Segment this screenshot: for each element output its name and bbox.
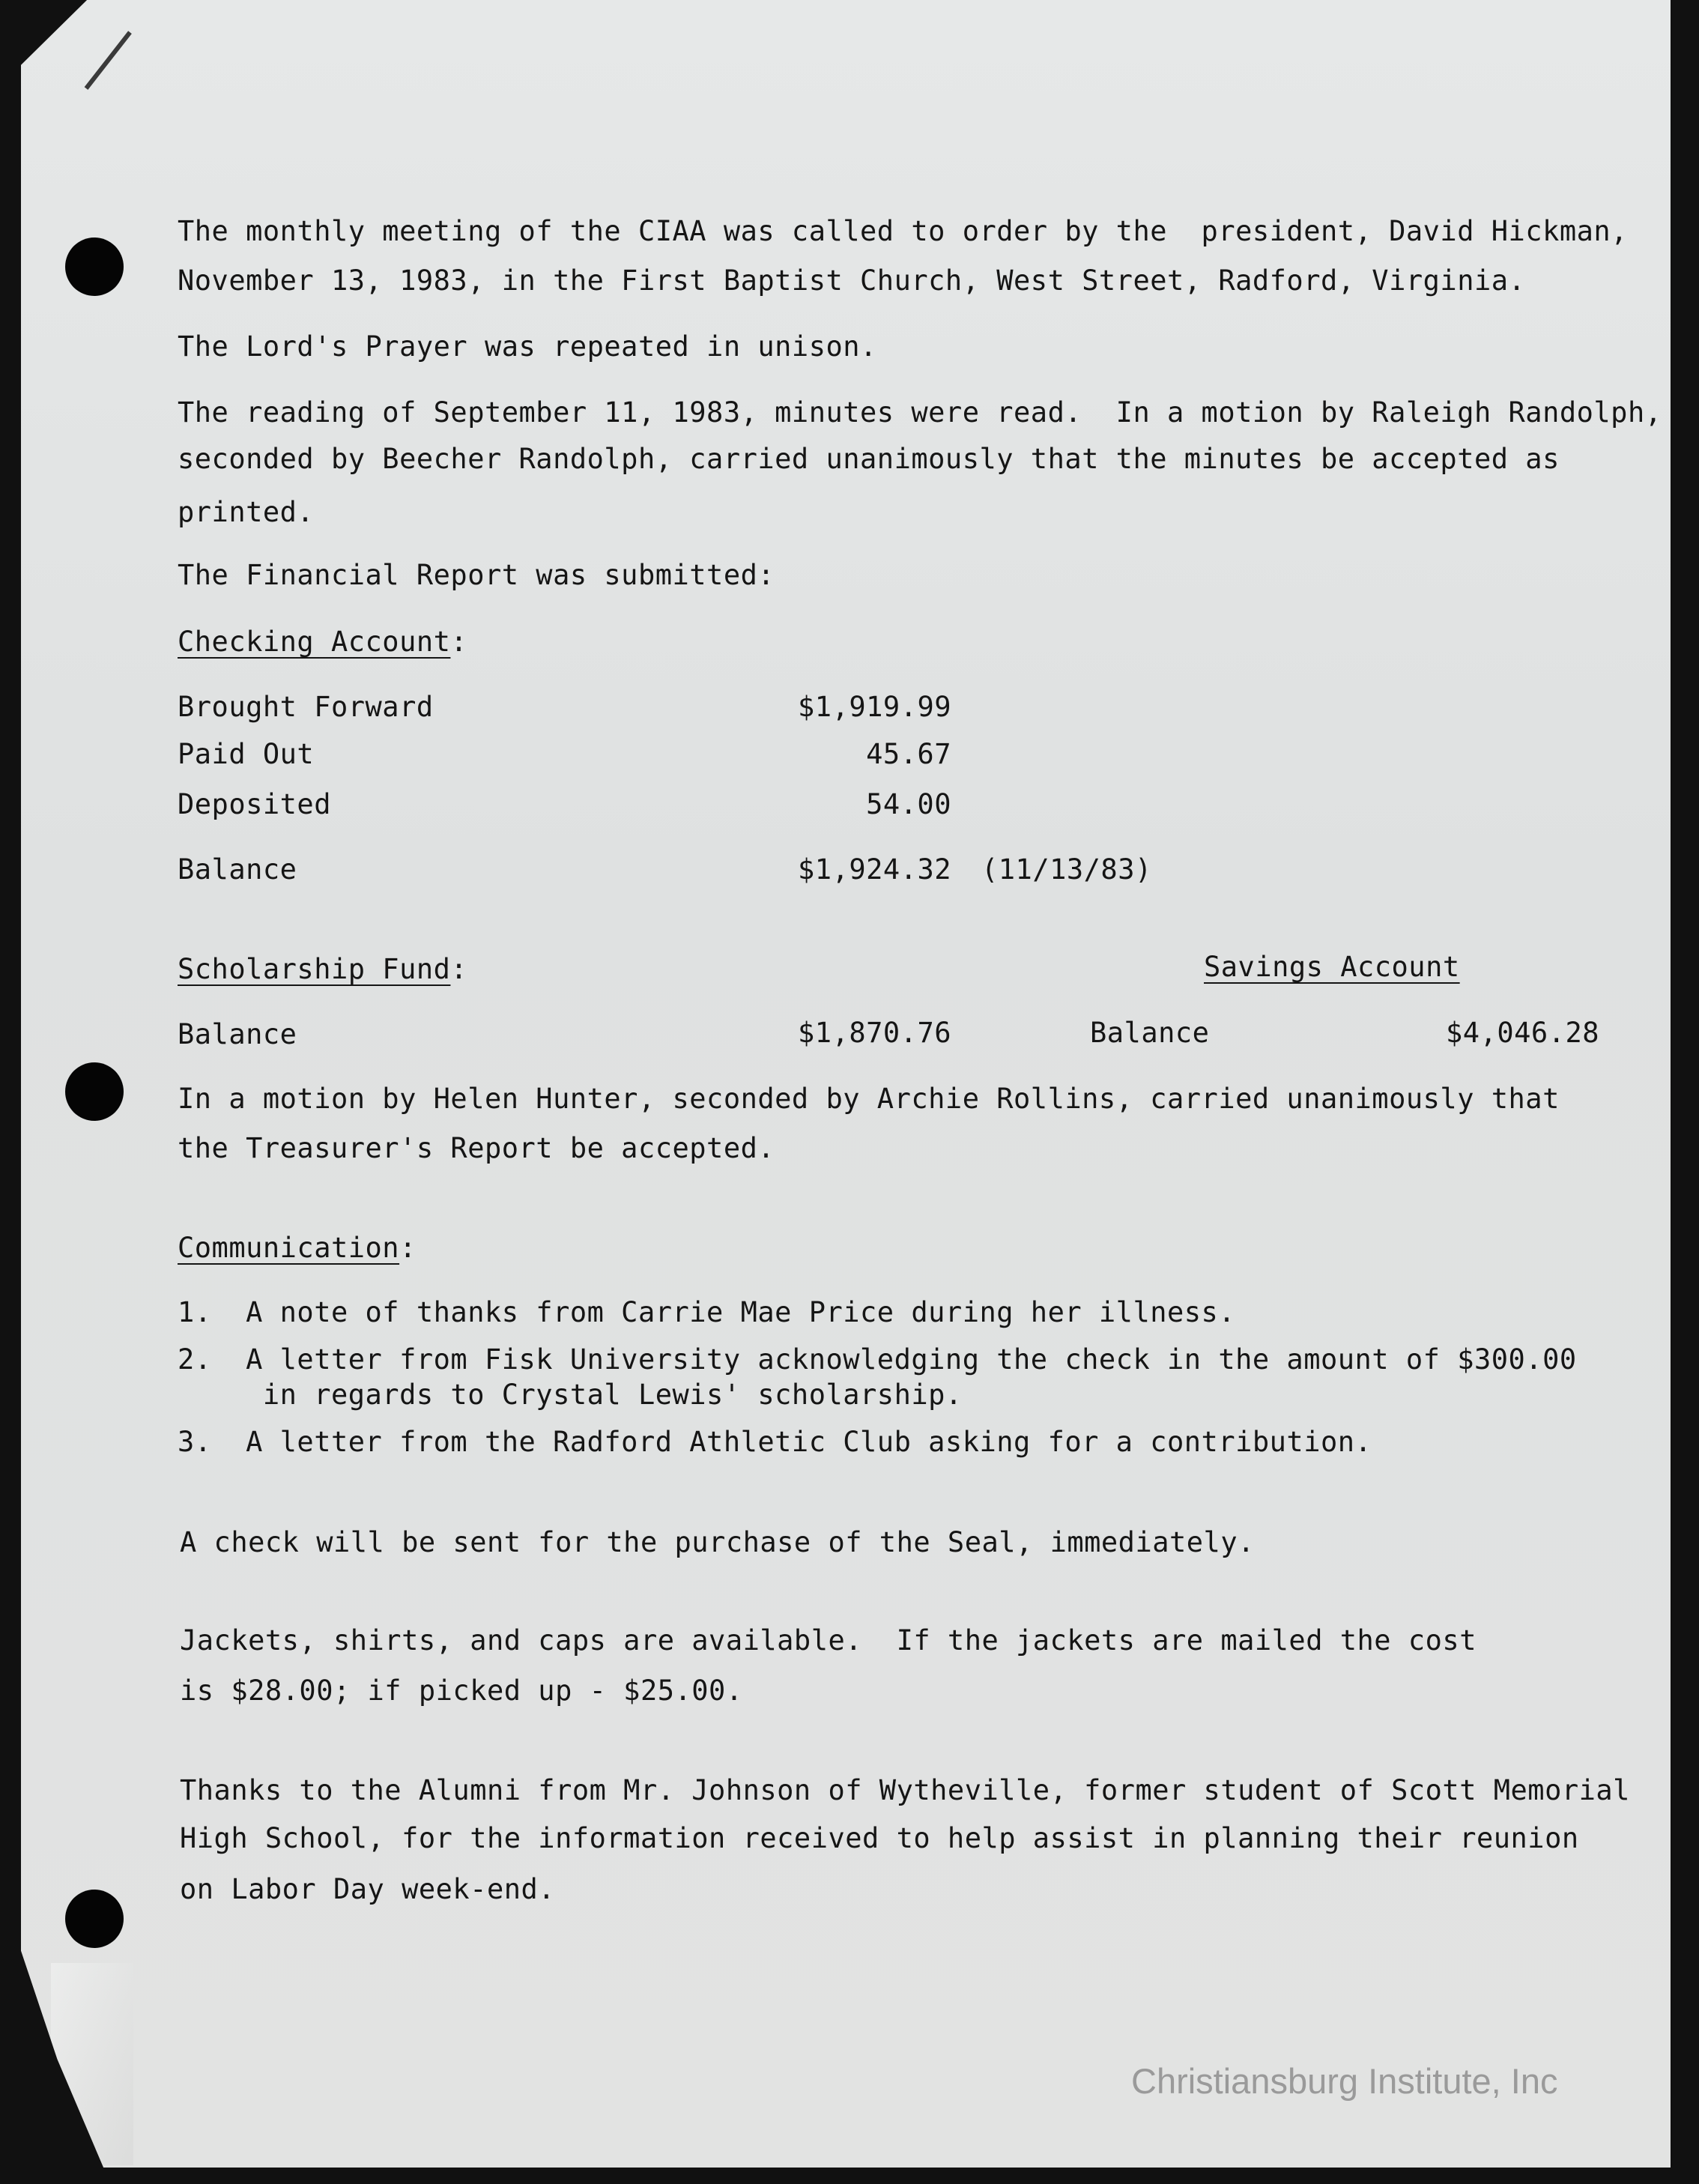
opening-line-1: The monthly meeting of the CIAA was called to order by the president, David Hickman, — [178, 215, 1628, 247]
thanks-line-2: High School, for the information received to help assist in planning their reunion — [180, 1822, 1579, 1854]
checking-label-balance: Balance — [178, 853, 297, 886]
checking-amount-brought-forward: $1,919.99 — [798, 691, 951, 723]
checking-balance-date: (11/13/83) — [981, 853, 1152, 886]
treasurer-motion-line-2: the Treasurer's Report be accepted. — [178, 1132, 775, 1164]
communication-item-2-line-1: 2. A letter from Fisk University acknowledging the check in the amount of $300.00 — [178, 1343, 1577, 1376]
savings-heading: Savings Account — [1204, 951, 1460, 983]
thanks-line-3: on Labor Day week-end. — [180, 1873, 556, 1905]
communication-heading-text: Communication — [178, 1232, 400, 1264]
thanks-line-1: Thanks to the Alumni from Mr. Johnson of Wytheville, former student of Scott Memorial — [180, 1774, 1630, 1806]
scholarship-heading-text: Scholarship Fund — [178, 953, 451, 985]
savings-balance-amount: $4,046.28 — [1446, 1017, 1599, 1049]
checking-heading-colon: : — [450, 626, 468, 658]
savings-balance-label: Balance — [1090, 1017, 1210, 1049]
page-crease — [51, 1963, 133, 2165]
seal-note: A check will be sent for the purchase of the Seal, immediately. — [180, 1526, 1255, 1558]
opening-line-2: November 13, 1983, in the First Baptist Church, West Street, Radford, Virginia. — [178, 264, 1526, 297]
communication-heading-colon: : — [399, 1232, 417, 1264]
punch-hole-bottom — [65, 1890, 124, 1948]
checking-label-deposited: Deposited — [178, 788, 331, 820]
checking-amount-paid-out: 45.67 — [866, 738, 951, 770]
scholarship-heading — [178, 955, 467, 983]
communication-heading — [178, 1234, 417, 1262]
reading-line-1: The reading of September 11, 1983, minutes were read. In a motion by Raleigh Randolph, — [178, 396, 1662, 429]
communication-item-2-line-2: in regards to Crystal Lewis' scholarship. — [178, 1379, 963, 1411]
punch-hole-top — [65, 238, 124, 296]
checking-amount-deposited: 54.00 — [866, 788, 951, 820]
treasurer-motion-line-1: In a motion by Helen Hunter, seconded by Archie Rollins, carried unanimously that — [178, 1083, 1560, 1115]
reading-line-3: printed. — [178, 496, 315, 528]
archive-watermark: Christiansburg Institute, Inc — [1131, 2061, 1558, 2101]
communication-item-3: 3. A letter from the Radford Athletic Club asking for a contribution. — [178, 1426, 1372, 1458]
prayer-line: The Lord's Prayer was repeated in unison. — [178, 330, 877, 363]
financial-intro: The Financial Report was submitted: — [178, 559, 775, 591]
checking-label-brought-forward: Brought Forward — [178, 691, 434, 723]
checking-amount-balance: $1,924.32 — [798, 853, 951, 886]
scholarship-balance-amount: $1,870.76 — [798, 1017, 951, 1049]
checking-label-paid-out: Paid Out — [178, 738, 315, 770]
checking-heading — [178, 628, 467, 656]
communication-item-1: 1. A note of thanks from Carrie Mae Price during her illness. — [178, 1296, 1236, 1328]
scholarship-heading-colon: : — [450, 953, 468, 985]
reading-line-2: seconded by Beecher Randolph, carried unanimously that the minutes be accepted as — [178, 443, 1560, 475]
punch-hole-middle — [65, 1062, 124, 1121]
scholarship-balance-label: Balance — [178, 1018, 297, 1050]
jackets-line-2: is $28.00; if picked up - $25.00. — [180, 1675, 743, 1707]
jackets-line-1: Jackets, shirts, and caps are available. If the jackets are mailed the cost — [180, 1624, 1477, 1657]
checking-heading-text: Checking Account — [178, 626, 451, 658]
